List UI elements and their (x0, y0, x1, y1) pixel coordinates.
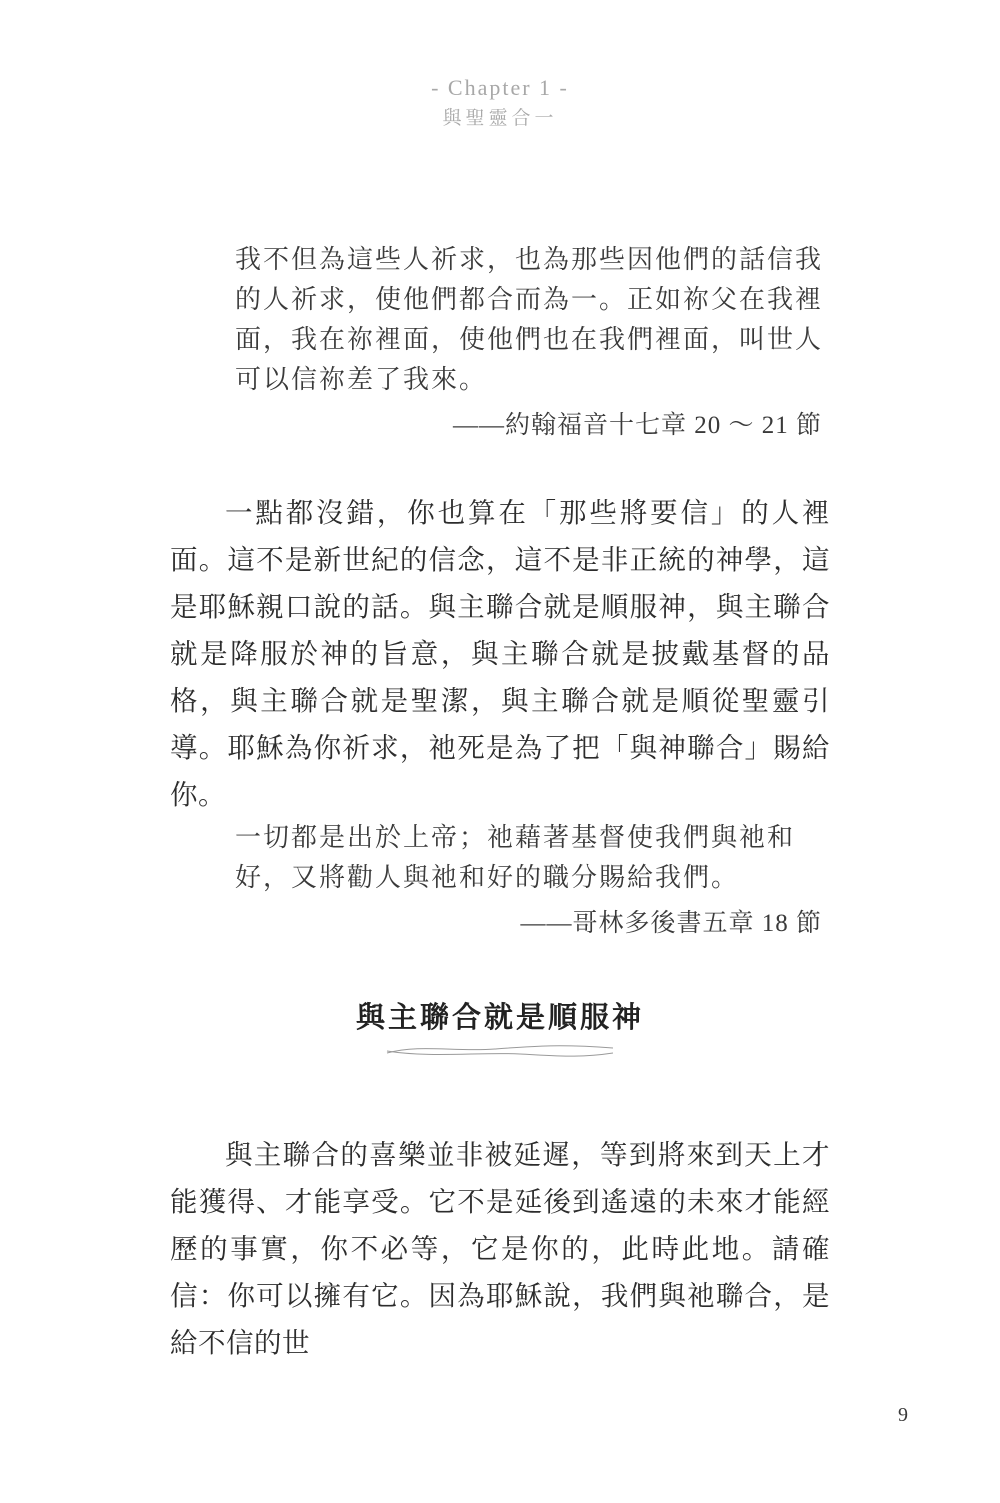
chapter-header (0, 74, 1000, 134)
section-heading: 與主聯合就是順服神 (355, 1002, 644, 1034)
quote-attribution: ——哥林多後書五章 18 節 (520, 910, 822, 937)
scripture-quote-1 (235, 240, 822, 446)
chapter-label: - Chapter 1 - (431, 75, 569, 100)
page-number: 9 (898, 1404, 908, 1426)
quote-line: 好，又將勸人與祂和好的職分賜給我們。 (235, 863, 740, 892)
body-paragraph-2: 與主聯合的喜樂並非被延遲，等到將來到天上才能獲得、才能享受。它不是延後到遙遠的未來才能經歷的事實，你不必等，它是你的，此時此地。請確信：你可以擁有它。因為耶穌說，我們與祂聯合，是給不信的世 (170, 1139, 830, 1358)
quote-attribution: ——約翰福音十七章 20 ～ 21 節 (452, 412, 822, 439)
quote-line: 可以信祢差了我來。 (235, 365, 488, 394)
body-paragraph-1: 一點都沒錯，你也算在「那些將要信」的人裡面。這不是新世紀的信念，這不是非正統的神學，這是耶穌親口說的話。與主聯合就是順服神，與主聯合就是降服於神的旨意，與主聯合就是披戴基督的品格，與主聯合就是聖潔，與主聯合就是順從聖靈引導。耶穌為你祈求，祂死是為了把「與神聯合」賜給你。 (170, 497, 830, 810)
quote-line: 我不但為這些人祈求，也為那些因他們的話信我 (235, 245, 824, 274)
chapter-title: 與聖靈合一 (442, 108, 558, 129)
quote-line: 的人祈求，使他們都合而為一。正如祢父在我裡 (235, 285, 824, 314)
quote-line: 一切都是出於上帝；祂藉著基督使我們與祂和 (235, 823, 796, 852)
wavy-divider-icon (0, 1040, 1000, 1067)
quote-line: 面，我在祢裡面，使他們也在我們裡面，叫世人 (235, 325, 824, 354)
scripture-quote-2 (235, 818, 822, 944)
